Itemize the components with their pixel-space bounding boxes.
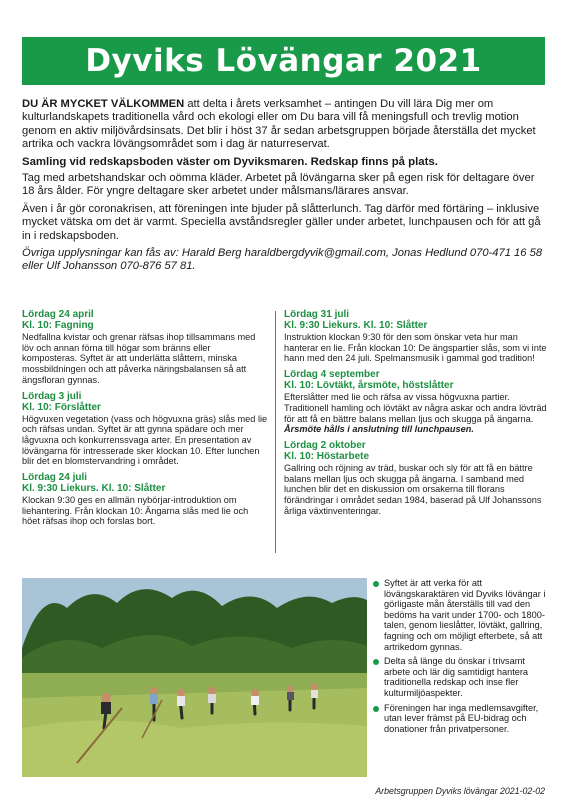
bullet-text: Delta så länge du önskar i trivsamt arbete och lär dig samtidigt hantera traditionella redskap och inse fler kulturmiljöaspekter. bbox=[384, 656, 529, 698]
schedule-left-column bbox=[22, 309, 268, 532]
event-date: Lördag 24 juli bbox=[22, 472, 88, 484]
bullet-text: Föreningen har inga medlemsavgifter, utan lever främst på EU-bidrag och donationer från privatpersoner. bbox=[384, 702, 539, 734]
intro-section bbox=[22, 98, 547, 278]
intro-paragraph-corona: Även i år gör coronakrisen, att föreningen inte bjuder på slåtterlunch. Tag därför med förtäring – inklusive mycket vätska om det är varmt. Speciella avståndsregler gäller under arbetet, lunchpausen och för att gå in i redskapsboden. bbox=[22, 202, 541, 242]
event-description: Klockan 9:30 ges en allmän nybörjar-introduktion om liehantering. Från klockan 10: Ängarna slås med lie och höet räfsas ihop och forslas bort. bbox=[22, 495, 249, 527]
welcome-text: att delta i årets verksamhet – antingen Du vill lära Dig mer om kulturlandskapets traditionella vård och ekologi eller om Du bara vill få meningsfull och trevlig motion genom en aktiv miljövårdsinsats. Det blir i höst 37 år sedan arbetsgruppen började återställa det mycket artrika och vackra lövängsområdet som i dag är naturreservat. bbox=[22, 98, 536, 151]
bullet-item bbox=[372, 578, 548, 652]
event-date: Lördag 3 juli bbox=[22, 390, 82, 402]
event-date: Lördag 4 september bbox=[284, 369, 380, 381]
event-heading: Kl. 10: Förslåtter bbox=[22, 401, 101, 413]
bullet-item bbox=[372, 703, 548, 735]
intro-paragraph-equipment: Tag med arbetshandskar och oömma kläder. Arbetet på lövängarna sker på egen risk för deltagare över 18 års ålder. För yngre deltagare sker arbetet under målsmans/lärares ansvar. bbox=[22, 172, 535, 198]
event-description: Efterslåtter med lie och räfsa av vissa högvuxna partier. Traditionell hamling och lövtäkt av några askar och andra lövträd för att få en bättre balans mellan ljus och skugga på ängarna. bbox=[284, 392, 547, 424]
event-note: Årsmöte hålls i anslutning till lunchpausen. bbox=[284, 424, 474, 435]
info-bullets bbox=[372, 578, 548, 738]
event-heading: Kl. 10: Höstarbete bbox=[284, 450, 370, 462]
event-description: Högvuxen vegetation (vass och högvuxna gräs) slås med lie och räfsas undan. Syftet är att gynna spädare och mer lågvuxna och konkurrenssvaga arter. En presentation av lövängarna för intresserade sker klockan 10. Efter lunchen blir det en blomstervandring i området. bbox=[22, 413, 268, 467]
meadow-photo-illustration bbox=[22, 578, 367, 777]
event-item bbox=[22, 391, 268, 468]
event-heading: Kl. 9:30 Liekurs. Kl. 10: Slåtter bbox=[284, 320, 428, 331]
bullet-dot-icon bbox=[373, 706, 379, 712]
schedule-columns bbox=[22, 309, 547, 555]
event-heading: Kl. 10: Fagning bbox=[22, 320, 94, 331]
footer-credit: Arbetsgruppen Dyviks lövängar 2021-02-02 bbox=[375, 786, 545, 796]
event-description: Nedfallna kvistar och grenar räfsas ihop tillsammans med löv och annan förna till högar som bränns eller komposteras. Syftet är att underlätta slåttern, minska mossbildningen och att påverka näringsbalansen så att ängsfloran gynnas. bbox=[22, 332, 256, 385]
event-heading: Kl. 9:30 Liekurs. Kl. 10: Slåtter bbox=[22, 483, 166, 495]
event-item bbox=[22, 472, 268, 527]
event-date: Lördag 24 april bbox=[22, 309, 94, 320]
event-description: Gallring och röjning av träd, buskar och sly för att få en bättre balans mellan ljus och skugga på ängarna. I samband med lunchen blir det en diskussion om orsakerna till florans förändringar i området sedan 1984, baserad på Ulf Johanssons årliga växtinventeringar. bbox=[284, 462, 542, 516]
event-item bbox=[22, 309, 268, 386]
bullet-text: Syftet är att verka för att lövängskaraktären vid Dyviks lövängar i görligaste mån återställs till vad den bedöms ha varit under 1700- och 1800-talen, genom lieslåtter, lövtäkt, gallring, fagning och om möjligt efterbete, så att artrikedom gynnas. bbox=[384, 578, 546, 652]
event-item bbox=[284, 369, 547, 435]
welcome-bold: DU ÄR MYCKET VÄLKOMMEN bbox=[22, 98, 185, 110]
meadow-photo bbox=[22, 578, 367, 777]
event-item bbox=[284, 309, 547, 364]
column-divider bbox=[275, 311, 276, 553]
samling-text: Samling vid redskapsboden väster om Dyviksmaren. Redskap finns på plats. bbox=[22, 155, 438, 168]
event-date: Lördag 31 juli bbox=[284, 309, 350, 320]
event-heading: Kl. 10: Lövtäkt, årsmöte, höstslåtter bbox=[284, 380, 454, 392]
schedule-right-column bbox=[284, 309, 547, 521]
event-item bbox=[284, 440, 547, 517]
page-title: Dyviks Lövängar 2021 bbox=[85, 43, 482, 79]
event-date: Lördag 2 oktober bbox=[284, 439, 366, 451]
title-banner bbox=[22, 37, 545, 85]
bullet-item bbox=[372, 656, 548, 698]
bullet-dot-icon bbox=[373, 581, 379, 587]
contact-info: Övriga upplysningar kan fås av: Harald Berg haraldbergdyvik@gmail.com, Jonas Hedlund 070-471 16 58 eller Ulf Johansson 070-876 57 81. bbox=[22, 247, 543, 273]
event-description: Instruktion klockan 9:30 för den som önskar veta hur man hanterar en lie. Från klockan 10: De ängspartier slås, som vi inte hann med den 24 juli. Spelmansmusik i gammal god tradition! bbox=[284, 332, 547, 364]
bullet-dot-icon bbox=[373, 659, 379, 665]
intro-paragraph-welcome bbox=[22, 98, 547, 152]
